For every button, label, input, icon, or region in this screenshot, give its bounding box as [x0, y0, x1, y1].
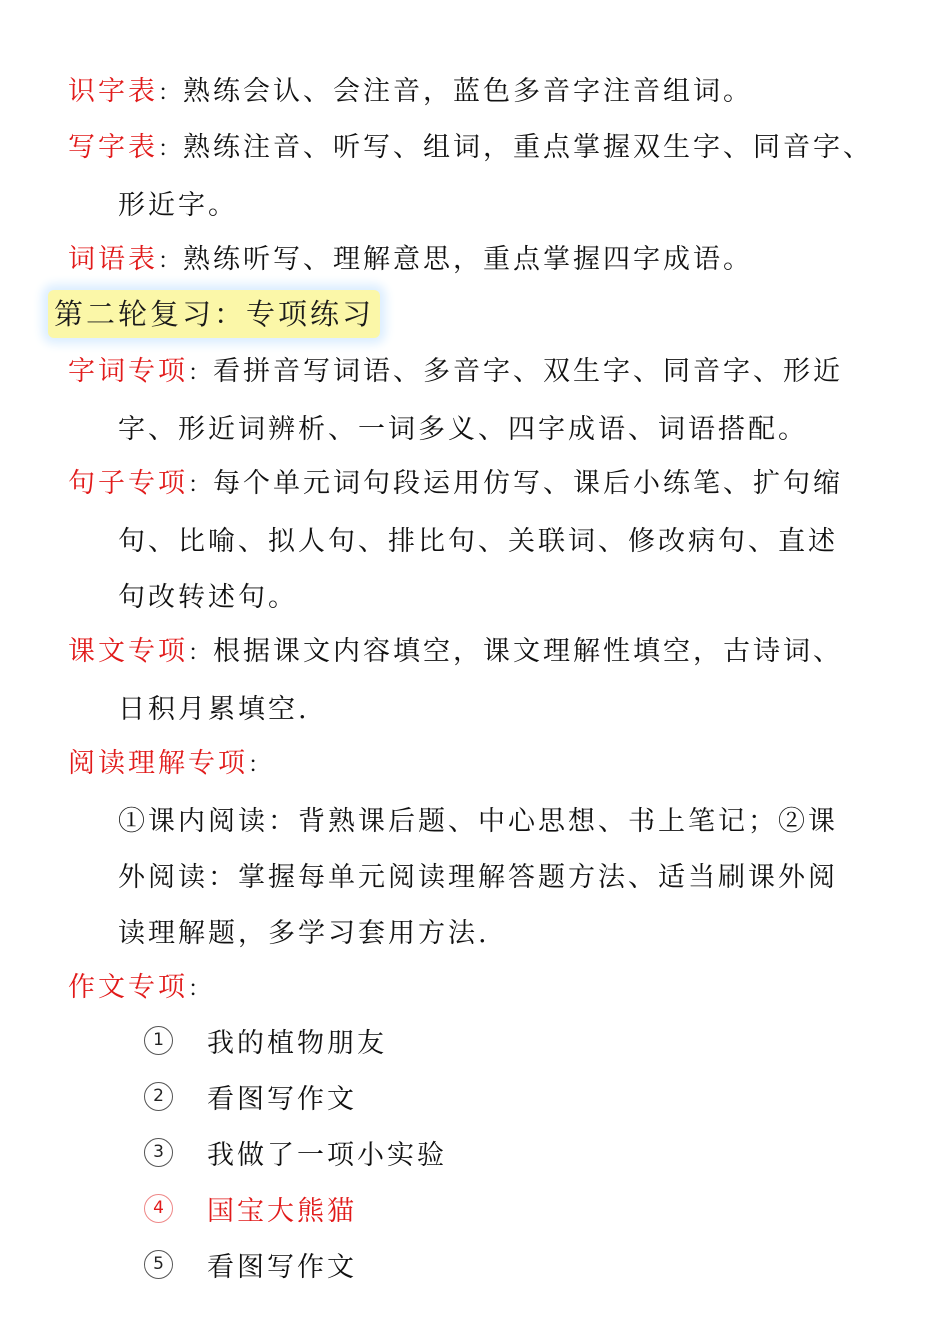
yuedu-text-3: 读理解题，多学习套用方法. [118, 918, 490, 949]
kewen-label: 课文专项 [68, 636, 188, 667]
zici-text-1: 看拼音写词语、多音字、双生字、同音字、形近 [213, 356, 844, 387]
number-circle: 5 [144, 1250, 173, 1279]
xiezi-colon: ： [158, 137, 184, 162]
zici-colon: ： [188, 361, 214, 386]
shizi-text: 熟练会认、会注音，蓝色多音字注音组词。 [183, 76, 754, 107]
essay-list [144, 1012, 644, 1292]
yuedu-colon: ： [248, 753, 274, 778]
kewen-text-1: 根据课文内容填空，课文理解性填空，古诗词、 [213, 636, 844, 667]
list-item [144, 1236, 644, 1292]
list-item [144, 1180, 644, 1236]
xiezi-label: 写字表 [68, 132, 158, 163]
juzi-text-3: 句改转述句。 [118, 582, 298, 613]
zici-label: 字词专项 [68, 356, 188, 387]
list-item [144, 1012, 644, 1068]
list-item [144, 1068, 644, 1124]
ciyu-label: 词语表 [68, 244, 158, 275]
juzi-text-1: 每个单元词句段运用仿写、课后小练笔、扩句缩 [213, 468, 844, 499]
list-item [144, 1124, 644, 1180]
number-circle: 1 [144, 1026, 173, 1055]
ciyu-section [68, 232, 898, 290]
kewen-text-2: 日积月累填空. [118, 694, 310, 725]
zuowen-section [68, 960, 898, 1018]
zuowen-colon: ： [188, 977, 214, 1002]
number-circle: 3 [144, 1138, 173, 1167]
yuedu-label: 阅读理解专项 [68, 748, 248, 779]
number-circle: 2 [144, 1082, 173, 1111]
yuedu-text-1: ①课内阅读：背熟课后题、中心思想、书上笔记；②课 [118, 806, 838, 837]
essay-title: 我的植物朋友 [207, 1027, 387, 1059]
kewen-section [68, 624, 898, 738]
juzi-label: 句子专项 [68, 468, 188, 499]
section-heading: 第二轮复习：专项练习 [48, 290, 380, 338]
juzi-text-2: 句、比喻、拟人句、排比句、关联词、修改病句、直述 [118, 526, 838, 557]
juzi-colon: ： [188, 473, 214, 498]
ciyu-colon: ： [158, 249, 184, 274]
xiezi-text-1: 熟练注音、听写、组词，重点掌握双生字、同音字、 [183, 132, 874, 163]
yuedu-section [68, 736, 898, 962]
kewen-colon: ： [188, 641, 214, 666]
zuowen-label: 作文专项 [68, 972, 188, 1003]
essay-title: 国宝大熊猫 [207, 1195, 357, 1227]
essay-title: 我做了一项小实验 [207, 1139, 447, 1171]
xiezi-section [68, 120, 898, 234]
yuedu-text-2: 外阅读：掌握每单元阅读理解答题方法、适当刷课外阅 [118, 862, 838, 893]
ciyu-text: 熟练听写、理解意思，重点掌握四字成语。 [183, 244, 754, 275]
number-circle: 4 [144, 1194, 173, 1223]
juzi-section [68, 456, 898, 626]
essay-title: 看图写作文 [207, 1251, 357, 1283]
essay-title: 看图写作文 [207, 1083, 357, 1115]
xiezi-text-2: 形近字。 [118, 190, 238, 221]
shizi-label: 识字表 [68, 76, 158, 107]
shizi-colon: ： [158, 81, 184, 106]
zici-text-2: 字、形近词辨析、一词多义、四字成语、词语搭配。 [118, 414, 808, 445]
zici-section [68, 344, 898, 458]
shizi-section [68, 64, 898, 122]
